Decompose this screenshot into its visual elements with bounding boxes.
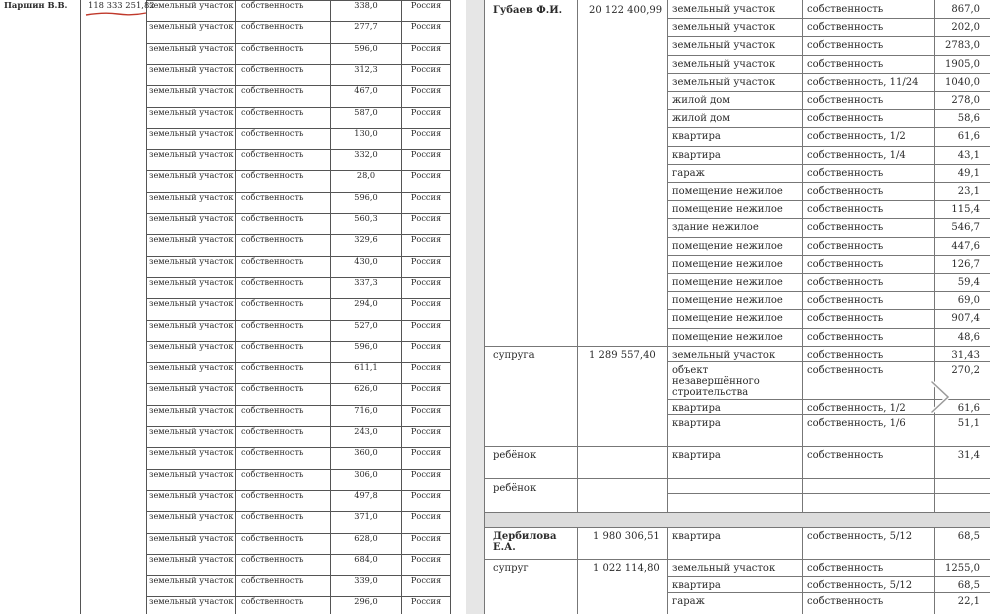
property-area: 546,7 bbox=[951, 222, 980, 234]
ownership-type: собственность bbox=[807, 258, 884, 270]
column-divider bbox=[934, 0, 935, 512]
declarant-income: 1 980 306,51 bbox=[593, 531, 660, 542]
row-divider bbox=[484, 346, 990, 347]
property-area: 69,0 bbox=[957, 295, 980, 307]
row-divider bbox=[667, 200, 990, 201]
property-country: Россия bbox=[402, 469, 450, 491]
ownership-type: собственность bbox=[236, 277, 330, 298]
relative-label: ребёнок bbox=[493, 450, 537, 461]
property-type: земельный участок bbox=[147, 533, 235, 554]
property-type: земельный участок bbox=[147, 234, 235, 255]
column-divider bbox=[450, 0, 451, 614]
property-type: гараж bbox=[672, 596, 705, 607]
ownership-type: собственность bbox=[807, 222, 884, 234]
property-type: земельный участок bbox=[147, 447, 235, 468]
ownership-type: собственность bbox=[236, 554, 330, 575]
ownership-type: собственность bbox=[807, 4, 884, 15]
property-area: 51,1 bbox=[957, 418, 980, 429]
property-type: земельный участок bbox=[147, 405, 235, 426]
property-area: 278,0 bbox=[951, 95, 980, 106]
ownership-type: собственность bbox=[236, 533, 330, 554]
property-area: 1905,0 bbox=[945, 58, 980, 70]
property-country: Россия bbox=[402, 596, 450, 614]
property-country: Россия bbox=[402, 362, 450, 384]
column-divider bbox=[802, 527, 803, 614]
column-divider bbox=[577, 527, 578, 614]
ownership-type: собственность, 1/4 bbox=[807, 149, 906, 161]
ownership-type: собственность, 1/2 bbox=[807, 131, 906, 143]
column-divider bbox=[667, 527, 668, 614]
ownership-type: собственность bbox=[236, 575, 330, 596]
ownership-type: собственность bbox=[236, 405, 330, 426]
property-type: земельный участок bbox=[147, 256, 235, 277]
property-country: Россия bbox=[402, 511, 450, 533]
declarant-name: Дербилова Е.А. bbox=[493, 531, 557, 553]
property-type: земельный участок bbox=[672, 40, 776, 52]
ownership-type: собственность bbox=[807, 167, 884, 179]
property-type: квартира bbox=[672, 580, 721, 591]
ownership-type: собственность bbox=[807, 563, 884, 574]
column-divider bbox=[934, 527, 935, 614]
property-area: 306,0 bbox=[331, 469, 401, 491]
property-type: жилой дом bbox=[672, 95, 731, 106]
ownership-type: собственность bbox=[236, 21, 330, 42]
row-divider bbox=[667, 493, 990, 494]
property-type: земельный участок bbox=[147, 213, 235, 234]
property-area: 31,4 bbox=[957, 450, 980, 461]
property-area: 270,2 bbox=[951, 365, 980, 376]
row-divider bbox=[667, 91, 990, 92]
property-area: 126,7 bbox=[951, 258, 980, 270]
ownership-type: собственность bbox=[236, 447, 330, 468]
property-area: 371,0 bbox=[331, 511, 401, 533]
property-area: 907,4 bbox=[951, 313, 980, 325]
property-country: Россия bbox=[402, 383, 450, 405]
row-divider bbox=[667, 146, 990, 147]
property-area: 59,4 bbox=[957, 277, 980, 288]
property-type: помещение нежилое bbox=[672, 240, 783, 252]
chevron-right-icon[interactable] bbox=[929, 380, 951, 414]
ownership-type: собственность bbox=[807, 186, 884, 197]
ownership-type: собственность bbox=[807, 58, 884, 70]
row-divider bbox=[667, 361, 990, 362]
ownership-type: собственность bbox=[236, 383, 330, 404]
property-area: 22,1 bbox=[957, 596, 980, 607]
property-area: 338,0 bbox=[331, 0, 401, 22]
property-area: 2783,0 bbox=[945, 40, 980, 52]
property-area: 43,1 bbox=[957, 149, 980, 161]
ownership-type: собственность bbox=[807, 350, 884, 361]
property-country: Россия bbox=[402, 107, 450, 129]
row-divider bbox=[484, 446, 990, 447]
ownership-type: собственность bbox=[236, 256, 330, 277]
row-divider bbox=[667, 576, 990, 577]
property-type: помещение нежилое bbox=[672, 331, 783, 343]
ownership-type: собственность bbox=[236, 192, 330, 213]
row-divider bbox=[667, 414, 990, 415]
property-area: 360,0 bbox=[331, 447, 401, 469]
property-area: 312,3 bbox=[331, 64, 401, 86]
property-type: земельный участок bbox=[147, 170, 235, 191]
property-country: Россия bbox=[402, 341, 450, 363]
property-type: квартира bbox=[672, 403, 721, 414]
property-country: Россия bbox=[402, 256, 450, 278]
ownership-type: собственность bbox=[807, 331, 884, 343]
ownership-type: собственность bbox=[807, 313, 884, 325]
row-divider bbox=[667, 55, 990, 56]
property-type: земельный участок bbox=[147, 298, 235, 319]
ownership-type: собственность bbox=[807, 596, 884, 607]
ownership-type: собственность bbox=[807, 277, 884, 288]
property-type: земельный участок bbox=[147, 596, 235, 614]
property-country: Россия bbox=[402, 298, 450, 320]
declarant-name: Губаев Ф.И. bbox=[493, 5, 563, 16]
ownership-type: собственность bbox=[236, 426, 330, 447]
property-area: 611,1 bbox=[331, 362, 401, 384]
property-type: земельный участок bbox=[147, 43, 235, 64]
ownership-type: собственность bbox=[236, 128, 330, 149]
row-divider bbox=[667, 127, 990, 128]
property-type: земельный участок bbox=[147, 490, 235, 511]
row-divider bbox=[484, 559, 990, 560]
property-area: 68,5 bbox=[957, 580, 980, 591]
property-area: 497,8 bbox=[331, 490, 401, 512]
property-type: земельный участок bbox=[147, 362, 235, 383]
property-country: Россия bbox=[402, 575, 450, 597]
property-type: объект незавершённого строительства bbox=[672, 365, 760, 398]
property-type: квартира bbox=[672, 418, 721, 429]
relative-label: супруга bbox=[493, 350, 535, 361]
ownership-type: собственность bbox=[807, 95, 884, 106]
ownership-type: собственность bbox=[236, 596, 330, 614]
ownership-type: собственность bbox=[236, 490, 330, 511]
property-area: 115,4 bbox=[951, 204, 980, 216]
property-type: квартира bbox=[672, 149, 721, 161]
property-country: Россия bbox=[402, 0, 450, 22]
property-type: помещение нежилое bbox=[672, 204, 783, 216]
ownership-type: собственность bbox=[807, 113, 884, 125]
property-type: квартира bbox=[672, 131, 721, 143]
property-type: помещение нежилое bbox=[672, 186, 783, 197]
ownership-type: собственность, 1/6 bbox=[807, 418, 906, 429]
row-divider bbox=[667, 255, 990, 256]
declarant-income: 20 122 400,99 bbox=[589, 5, 663, 16]
property-country: Россия bbox=[402, 85, 450, 107]
property-area: 61,6 bbox=[957, 403, 980, 414]
property-area: 596,0 bbox=[331, 43, 401, 65]
property-country: Россия bbox=[402, 554, 450, 576]
property-area: 1255,0 bbox=[945, 563, 980, 574]
property-area: 68,5 bbox=[957, 531, 980, 542]
row-divider bbox=[667, 592, 990, 593]
column-divider bbox=[80, 0, 81, 614]
property-country: Россия bbox=[402, 533, 450, 555]
property-type: земельный участок bbox=[147, 192, 235, 213]
ownership-type: собственность bbox=[807, 204, 884, 216]
ownership-type: собственность bbox=[807, 295, 884, 307]
property-area: 294,0 bbox=[331, 298, 401, 320]
property-country: Россия bbox=[402, 170, 450, 192]
property-type: земельный участок bbox=[672, 58, 776, 70]
column-divider bbox=[577, 0, 578, 512]
relative-label: ребёнок bbox=[493, 483, 537, 494]
relative-label: супруг bbox=[493, 563, 529, 574]
property-area: 48,6 bbox=[957, 331, 980, 343]
property-area: 447,6 bbox=[951, 240, 980, 252]
row-divider bbox=[484, 527, 990, 528]
property-type: земельный участок bbox=[672, 350, 776, 361]
property-country: Россия bbox=[402, 43, 450, 65]
ownership-type: собственность bbox=[236, 43, 330, 64]
right-document-page bbox=[484, 0, 990, 614]
ownership-type: собственность bbox=[807, 365, 884, 376]
declarant-name: Паршин В.В. bbox=[4, 0, 68, 10]
property-area: 277,7 bbox=[331, 21, 401, 43]
property-type: здание нежилое bbox=[672, 222, 759, 234]
property-country: Россия bbox=[402, 213, 450, 235]
ownership-type: собственность bbox=[236, 469, 330, 490]
property-type: квартира bbox=[672, 531, 721, 542]
property-area: 560,3 bbox=[331, 213, 401, 235]
property-type: земельный участок bbox=[147, 107, 235, 128]
property-type: земельный участок bbox=[147, 64, 235, 85]
property-area: 716,0 bbox=[331, 405, 401, 427]
property-type: земельный участок bbox=[672, 4, 776, 15]
property-type: земельный участок bbox=[147, 128, 235, 149]
ownership-type: собственность bbox=[236, 362, 330, 383]
ownership-type: собственность bbox=[236, 0, 330, 21]
relative-income: 1 289 557,40 bbox=[589, 350, 656, 361]
ownership-type: собственность bbox=[236, 170, 330, 191]
property-area: 587,0 bbox=[331, 107, 401, 129]
property-country: Россия bbox=[402, 490, 450, 512]
property-country: Россия bbox=[402, 277, 450, 299]
row-divider bbox=[667, 273, 990, 274]
property-type: земельный участок bbox=[147, 277, 235, 298]
declarant-income: 118 333 251,82 bbox=[88, 0, 155, 10]
ownership-type: собственность, 5/12 bbox=[807, 531, 913, 542]
property-area: 339,0 bbox=[331, 575, 401, 597]
property-area: 867,0 bbox=[951, 4, 980, 15]
property-area: 329,6 bbox=[331, 234, 401, 256]
row-divider bbox=[667, 109, 990, 110]
ownership-type: собственность, 5/12 bbox=[807, 580, 913, 591]
property-area: 296,0 bbox=[331, 596, 401, 614]
property-type: земельный участок bbox=[147, 149, 235, 170]
property-type: земельный участок bbox=[147, 341, 235, 362]
property-type: жилой дом bbox=[672, 113, 731, 125]
property-country: Россия bbox=[402, 64, 450, 86]
property-country: Россия bbox=[402, 128, 450, 150]
row-divider bbox=[667, 73, 990, 74]
property-type: земельный участок bbox=[672, 76, 776, 88]
property-country: Россия bbox=[402, 234, 450, 256]
property-type: земельный участок bbox=[672, 22, 776, 34]
ownership-type: собственность bbox=[236, 213, 330, 234]
left-document-page bbox=[0, 0, 466, 614]
ownership-type: собственность bbox=[236, 64, 330, 85]
property-area: 527,0 bbox=[331, 320, 401, 342]
property-area: 337,3 bbox=[331, 277, 401, 299]
ownership-type: собственность bbox=[807, 240, 884, 252]
ownership-type: собственность, 11/24 bbox=[807, 76, 919, 88]
property-type: помещение нежилое bbox=[672, 258, 783, 270]
ownership-type: собственность bbox=[236, 234, 330, 255]
ownership-type: собственность bbox=[807, 450, 884, 461]
ownership-type: собственность bbox=[807, 22, 884, 34]
property-type: земельный участок bbox=[147, 511, 235, 532]
property-country: Россия bbox=[402, 405, 450, 427]
property-type: квартира bbox=[672, 450, 721, 461]
property-type: земельный участок bbox=[147, 320, 235, 341]
row-divider bbox=[667, 164, 990, 165]
property-type: земельный участок bbox=[147, 575, 235, 596]
property-type: помещение нежилое bbox=[672, 295, 783, 307]
section-separator bbox=[484, 512, 990, 527]
property-country: Россия bbox=[402, 149, 450, 171]
property-area: 596,0 bbox=[331, 192, 401, 214]
property-area: 1040,0 bbox=[945, 76, 980, 88]
row-divider bbox=[667, 182, 990, 183]
relative-income: 1 022 114,80 bbox=[593, 563, 660, 574]
ownership-type: собственность bbox=[236, 511, 330, 532]
property-type: земельный участок bbox=[147, 469, 235, 490]
ownership-type: собственность bbox=[807, 40, 884, 52]
property-country: Россия bbox=[402, 192, 450, 214]
property-area: 596,0 bbox=[331, 341, 401, 363]
property-country: Россия bbox=[402, 447, 450, 469]
property-country: Россия bbox=[402, 426, 450, 448]
row-divider bbox=[667, 218, 990, 219]
row-divider bbox=[667, 328, 990, 329]
row-divider bbox=[667, 18, 990, 19]
property-type: земельный участок bbox=[147, 383, 235, 404]
row-divider bbox=[484, 512, 990, 513]
ownership-type: собственность, 1/2 bbox=[807, 403, 906, 414]
column-divider bbox=[802, 0, 803, 512]
property-area: 430,0 bbox=[331, 256, 401, 278]
row-divider bbox=[667, 237, 990, 238]
property-area: 202,0 bbox=[951, 22, 980, 34]
property-type: гараж bbox=[672, 167, 705, 179]
ownership-type: собственность bbox=[236, 149, 330, 170]
row-divider bbox=[667, 36, 990, 37]
property-country: Россия bbox=[402, 320, 450, 342]
property-type: земельный участок bbox=[672, 563, 776, 574]
ownership-type: собственность bbox=[236, 107, 330, 128]
property-area: 332,0 bbox=[331, 149, 401, 171]
property-area: 626,0 bbox=[331, 383, 401, 405]
property-area: 684,0 bbox=[331, 554, 401, 576]
property-area: 31,43 bbox=[951, 350, 980, 361]
property-type: земельный участок bbox=[147, 554, 235, 575]
row-divider bbox=[484, 478, 990, 479]
property-area: 49,1 bbox=[957, 167, 980, 179]
ownership-type: собственность bbox=[236, 341, 330, 362]
property-area: 23,1 bbox=[957, 186, 980, 197]
row-divider bbox=[667, 309, 990, 310]
property-area: 467,0 bbox=[331, 85, 401, 107]
property-type: земельный участок bbox=[147, 0, 235, 21]
property-area: 243,0 bbox=[331, 426, 401, 448]
property-area: 58,6 bbox=[957, 113, 980, 125]
column-divider bbox=[484, 0, 485, 614]
ownership-type: собственность bbox=[236, 298, 330, 319]
property-type: помещение нежилое bbox=[672, 313, 783, 325]
property-area: 628,0 bbox=[331, 533, 401, 555]
property-area: 61,6 bbox=[957, 131, 980, 143]
property-type: земельный участок bbox=[147, 426, 235, 447]
property-type: земельный участок bbox=[147, 85, 235, 106]
ownership-type: собственность bbox=[236, 320, 330, 341]
property-area: 28,0 bbox=[331, 170, 401, 192]
property-country: Россия bbox=[402, 21, 450, 43]
property-area: 130,0 bbox=[331, 128, 401, 150]
property-type: земельный участок bbox=[147, 21, 235, 42]
row-divider bbox=[667, 291, 990, 292]
property-type: помещение нежилое bbox=[672, 277, 783, 288]
handwritten-underline bbox=[84, 10, 148, 18]
column-divider bbox=[667, 0, 668, 512]
ownership-type: собственность bbox=[236, 85, 330, 106]
